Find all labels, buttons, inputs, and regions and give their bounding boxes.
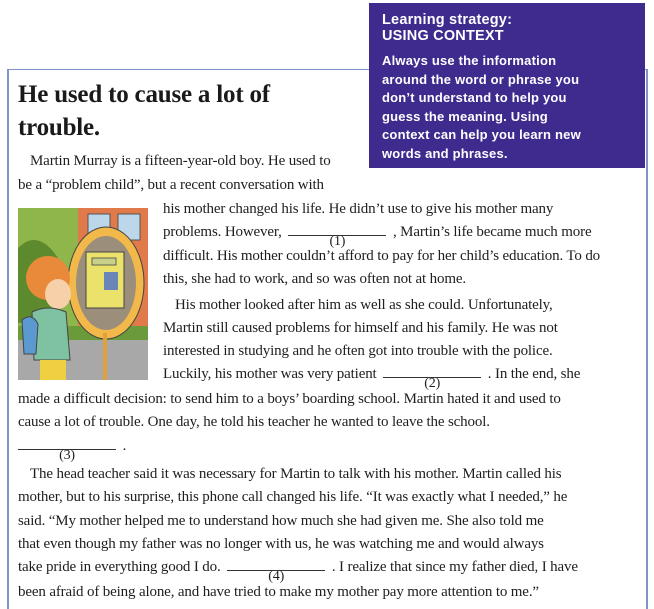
blank-label: (3): [59, 448, 75, 463]
text-segment: . I realize that since my father died, I have: [331, 559, 578, 575]
text-segment: , Martin’s life became much more: [392, 224, 592, 240]
text-line: this, she had to work, and so was often not at home.: [163, 271, 466, 287]
blank-label: (2): [424, 376, 441, 391]
blank-2-field[interactable]: [383, 367, 481, 391]
strategy-title-line2: USING CONTEXT: [382, 28, 504, 44]
text-line: his mother changed his life. He didn’t use to give his mother many: [163, 201, 554, 217]
strategy-body-line: don’t understand to help you: [382, 90, 567, 106]
text-line-with-blank-1: [163, 224, 592, 249]
strategy-title-line1: Learning strategy:: [382, 12, 513, 28]
strategy-body: [382, 52, 635, 164]
title-line1: He used to cause a lot of: [18, 81, 270, 108]
text-segment: . In the end, she: [487, 366, 581, 382]
blank-label: (1): [329, 234, 346, 249]
text-line: be a “problem child”, but a recent conversation with: [18, 177, 324, 193]
blank-3-field[interactable]: [18, 439, 116, 463]
text-line: interested in studying and he often got into trouble with the police.: [163, 343, 553, 359]
article-title: [18, 78, 348, 144]
text-line-with-blank-4: [18, 559, 578, 584]
blank-1-field[interactable]: [288, 225, 386, 249]
text-line: His mother looked after him as well as she could. Unfortunately,: [175, 297, 553, 313]
strategy-body-line: guess the meaning. Using: [382, 108, 548, 124]
title-line2: trouble.: [18, 114, 100, 141]
text-line-with-blank-2: [163, 366, 581, 391]
strategy-body-line: words and phrases.: [382, 145, 508, 161]
text-line: been afraid of being alone, and have tried to make my mother pay more attention to me.”: [18, 584, 539, 600]
text-segment: Luckily, his mother was very patient: [163, 366, 377, 382]
text-line: The head teacher said it was necessary for Martin to talk with his mother. Martin called his: [30, 466, 562, 482]
text-line: cause a lot of trouble. One day, he told his teacher he wanted to leave the school.: [18, 414, 490, 430]
text-line: said. “My mother helped me to understand how much she had given me. She also told me: [18, 513, 544, 529]
text-line: mother, but to his surprise, this phone call changed his life. “It was exactly what I needed,” he: [18, 489, 568, 505]
text-segment: problems. However,: [163, 224, 282, 240]
learning-strategy-box: [369, 3, 645, 168]
text-segment: take pride in everything good I do.: [18, 559, 221, 575]
text-segment: .: [122, 438, 127, 454]
text-line: that even though my father was no longer with us, he was watching me and would always: [18, 536, 544, 552]
text-line: difficult. His mother couldn’t afford to pay for her child’s education. To do: [163, 248, 601, 264]
blank-4-field[interactable]: [227, 560, 325, 584]
strategy-body-line: context can help you learn new: [382, 127, 581, 143]
blank-label: (4): [268, 569, 285, 584]
strategy-body-line: Always use the information: [382, 53, 557, 68]
text-line: Martin Murray is a fifteen-year-old boy. He used to: [30, 153, 331, 169]
strategy-title: [382, 12, 635, 44]
text-line: made a difficult decision: to send him to a boys’ boarding school. Martin hated it and used to: [18, 391, 561, 407]
boy-on-payphone-illustration: [18, 208, 148, 380]
text-line: Martin still caused problems for himself and his family. He was not: [163, 320, 558, 336]
strategy-body-line: around the word or phrase you: [382, 71, 580, 87]
text-line-with-blank-3: [15, 438, 127, 463]
illustration-svg: [18, 208, 148, 380]
